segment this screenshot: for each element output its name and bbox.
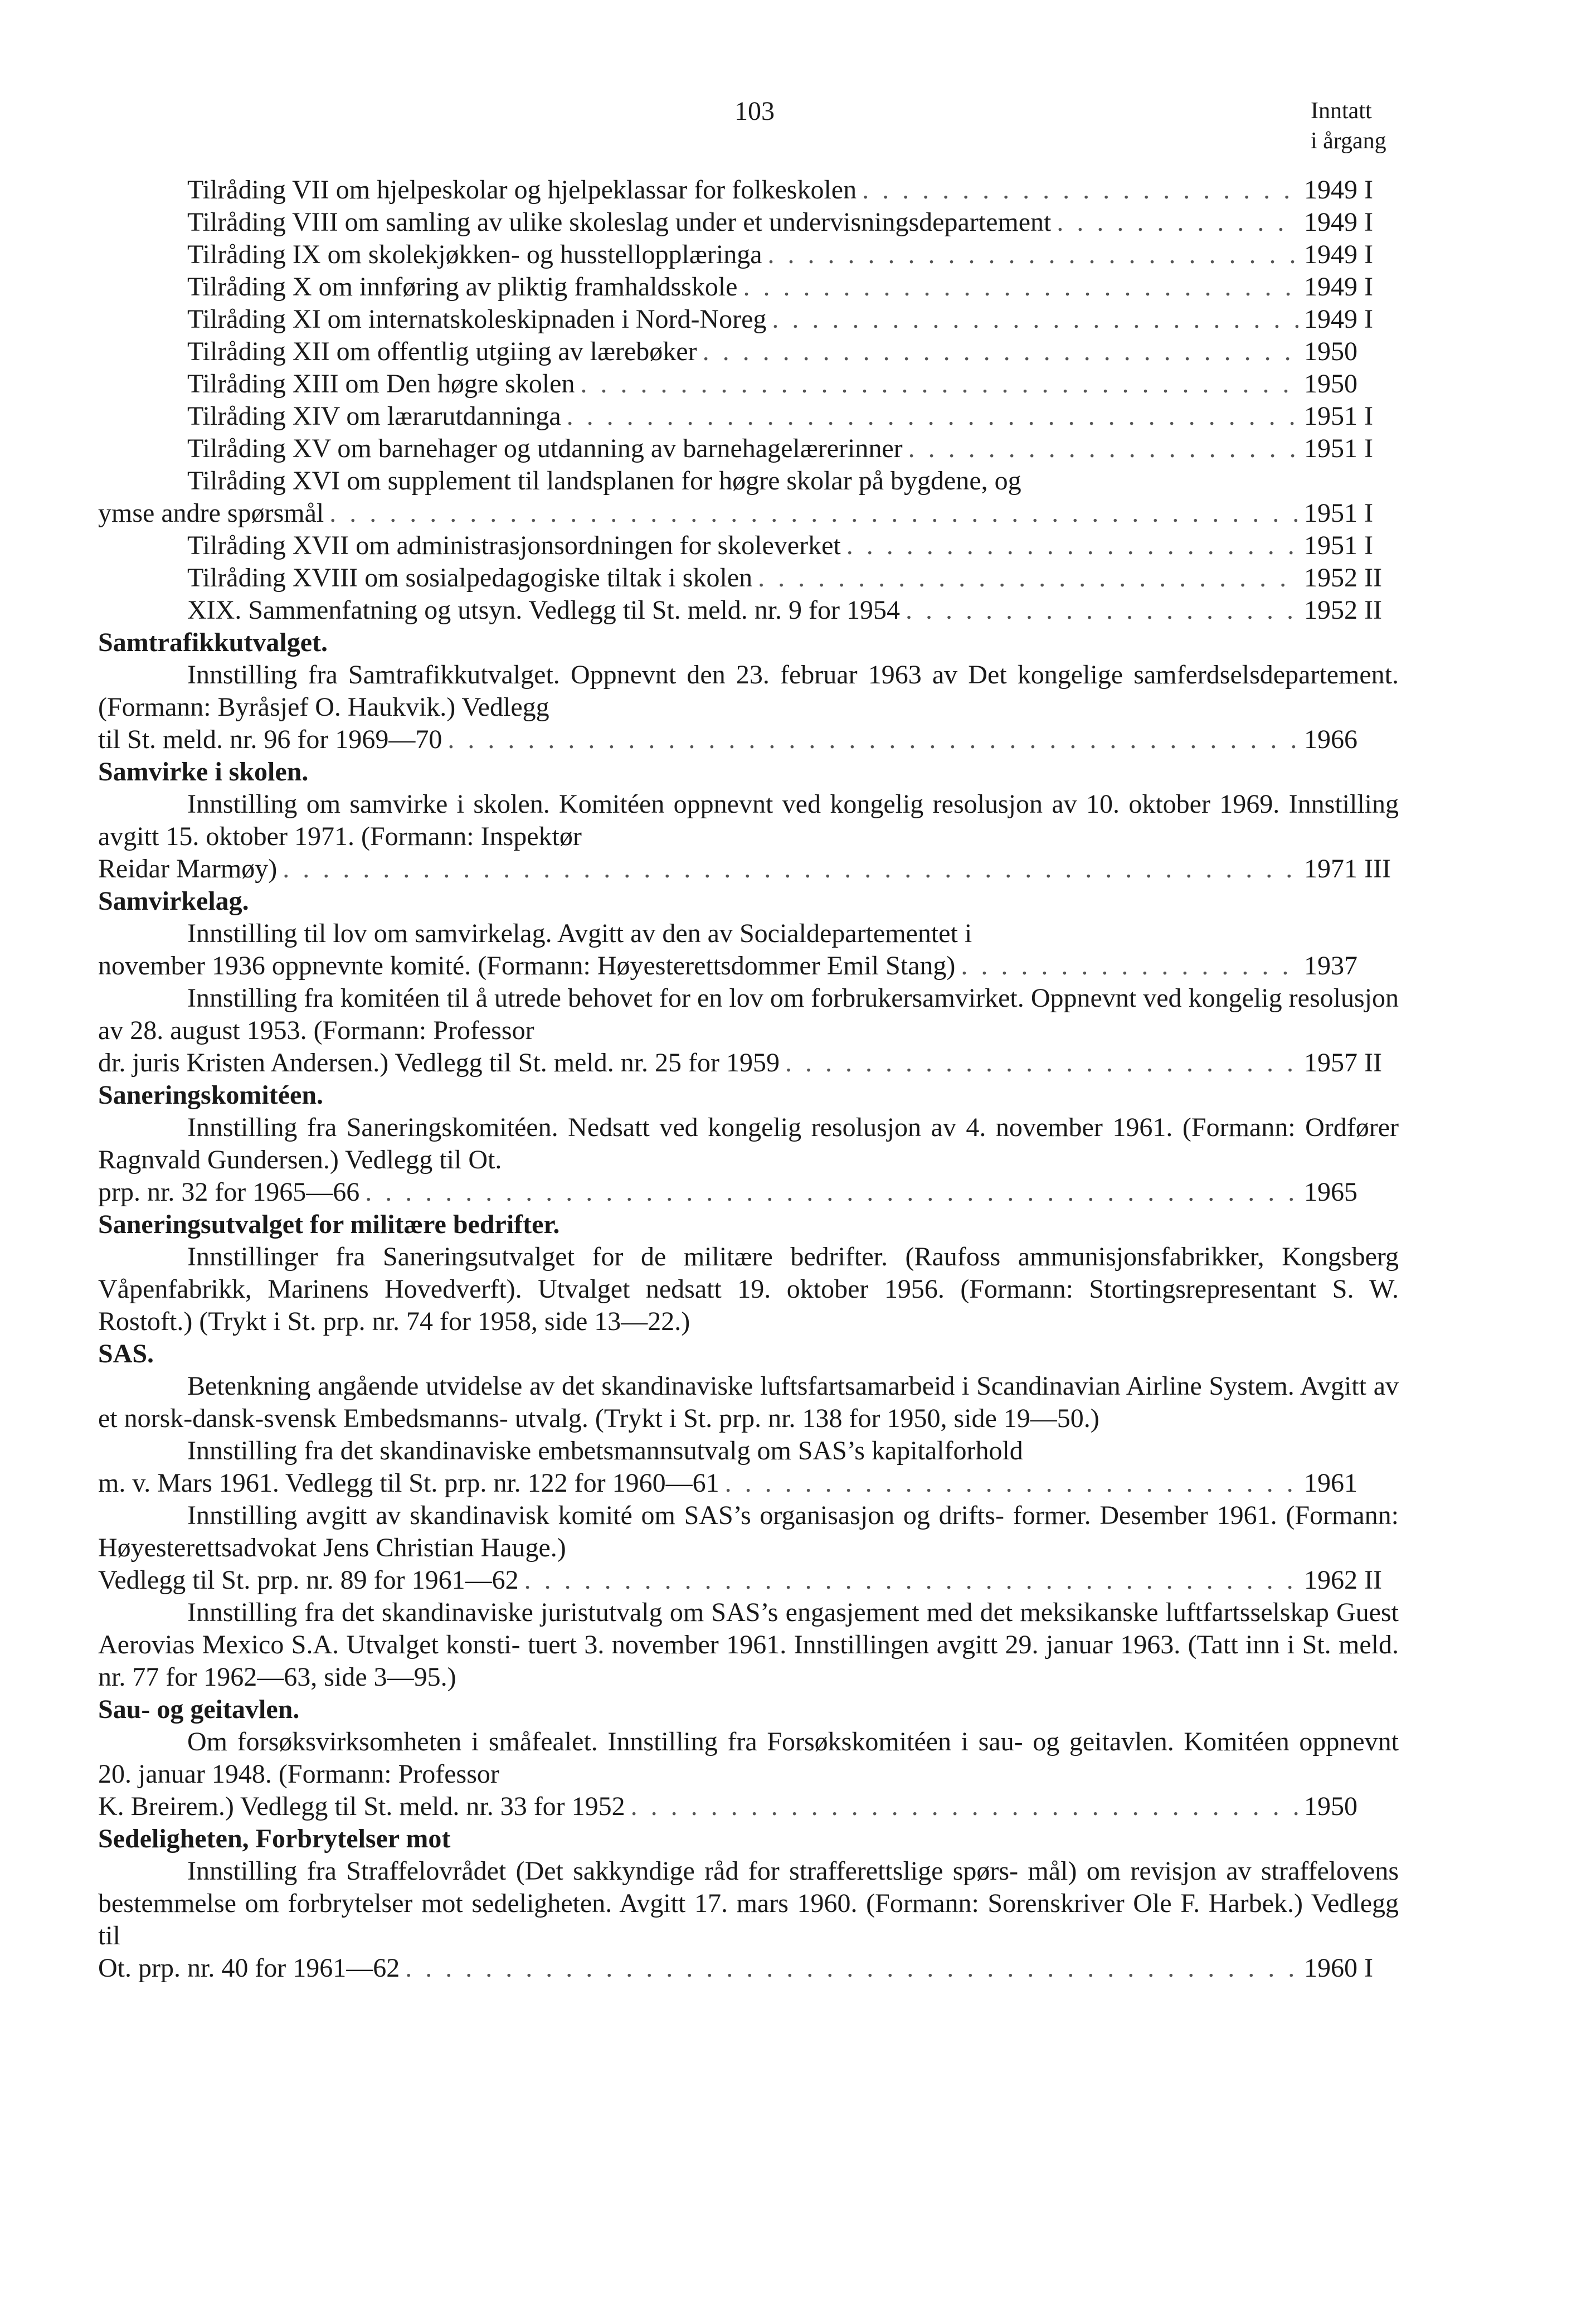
leader-dots: [785, 1047, 1298, 1079]
entry-year: 1951 I: [1304, 401, 1373, 431]
entry-text: Tilråding VIII om samling av ulike skoleslag under et undervisningsdepartement: [187, 207, 1052, 237]
section-heading: Samtrafikkutvalget.: [98, 628, 328, 657]
entry-line: [98, 724, 1399, 756]
entry-text: Tilråding IX om skolekjøkken- og husstellopplæringa: [187, 240, 762, 269]
entry-body: Innstilling om samvirke i skolen. Komitéen oppnevnt ved kongelig resolusjon av 10. oktober 1969. Innstilling avgitt 15. oktober 1971. (Formann: Inspektør: [98, 789, 1399, 851]
entry-body: Innstilling fra Saneringskomitéen. Nedsatt ved kongelig resolusjon av 4. november 1961. (Formann: Ordfører Ragnvald Gundersen.) Vedlegg til Ot.: [98, 1113, 1399, 1175]
entry-body: Betenkning angående utvidelse av det skandinaviske luftsfartsamarbeid i Scandinavian Airline System. Avgitt av et norsk-dansk-svensk Embedsmanns- utvalg. (Trykt i St. prp. nr. 138 for 1950, side 19—50.): [98, 1371, 1399, 1433]
leader-dots: [743, 271, 1298, 303]
entry-year: 1961: [1304, 1468, 1357, 1498]
entry-line: [98, 1176, 1399, 1209]
entry-body: Om forsøksvirksomheten i småfealet. Innstilling fra Forsøkskomitéen i sau- og geitavlen. Komitéen oppnevnt 20. januar 1948. (Formann: Professor: [98, 1727, 1399, 1789]
entry-text: Reidar Marmøy): [98, 854, 278, 884]
leader-dots: [524, 1564, 1298, 1596]
leader-dots: [768, 239, 1298, 271]
entry-year: 1960 I: [1304, 1953, 1373, 1983]
leader-dots: [580, 368, 1298, 400]
entry-year: 1971 III: [1304, 854, 1391, 884]
entry-text: Tilråding X om innføring av pliktig framhaldsskole: [187, 272, 738, 302]
leader-dots: [447, 724, 1298, 756]
entry-text: ymse andre spørsmål: [98, 498, 324, 528]
entry-text: Ot. prp. nr. 40 for 1961—62: [98, 1953, 400, 1983]
entry-year: 1950: [1304, 1792, 1357, 1821]
leader-dots: [703, 336, 1298, 368]
entry-line: [98, 271, 1399, 303]
entry-body: Innstilling fra komitéen til å utrede behovet for en lov om forbrukersamvirket. Oppnevnt ved kongelig resolusjon av 28. august 1953. (Formann: Professor: [98, 983, 1399, 1045]
entry-text: november 1936 oppnevnte komité. (Formann: Høyesterettsdommer Emil Stang): [98, 951, 956, 981]
entry-line: [98, 1790, 1399, 1823]
entry-line: [98, 1467, 1399, 1499]
entry-year: 1949 I: [1304, 240, 1373, 269]
leader-dots: [725, 1467, 1298, 1499]
entry-body: Innstilling fra det skandinaviske juristutvalg om SAS’s engasjement med det meksikanske luftfartsselskap Guest Aerovias Mexico S.A. Utvalget konsti- tuert 3. november 1961. Innstillingen avgitt 29. januar 1963. (Tatt inn i St. meld. nr. 77 for 1962—63, side 3—95.): [98, 1598, 1399, 1692]
entry-line: [98, 1047, 1399, 1079]
entry-year: 1952 II: [1304, 595, 1382, 625]
entry-text: Tilråding XIV om lærarutdanninga: [187, 401, 561, 431]
entry-text: Tilråding XI om internatskoleskipnaden i Nord-Noreg: [187, 304, 767, 334]
entry-line: [98, 594, 1399, 627]
entry-line: [98, 368, 1399, 400]
entry-text: Tilråding VII om hjelpeskolar og hjelpeklassar for folkeskolen: [187, 175, 857, 205]
entry-line: [98, 1564, 1399, 1596]
entry-line: [98, 303, 1399, 336]
leader-dots: [405, 1952, 1298, 1984]
column-header: Inntatt i årgang: [1311, 98, 1386, 154]
entry-year: 1949 I: [1304, 304, 1373, 334]
entry-text: m. v. Mars 1961. Vedlegg til St. prp. nr. 122 for 1960—61: [98, 1468, 719, 1498]
entry-year: 1952 II: [1304, 563, 1382, 593]
entry-year: 1950: [1304, 369, 1357, 399]
entry-line: [98, 174, 1399, 206]
entry-text: Vedlegg til St. prp. nr. 89 for 1961—62: [98, 1565, 519, 1595]
entry-text: Tilråding XVIII om sosialpedagogiske tiltak i skolen: [187, 563, 753, 593]
section-heading: Saneringsutvalget for militære bedrifter.: [98, 1210, 560, 1239]
section-heading: Saneringskomitéen.: [98, 1080, 324, 1110]
entry-line: [98, 336, 1399, 368]
section-heading: Samvirkelag.: [98, 886, 249, 916]
entry-text: til St. meld. nr. 96 for 1969—70: [98, 725, 442, 754]
entry-year: 1951 I: [1304, 498, 1373, 528]
leader-dots: [283, 853, 1298, 885]
entry-line: [98, 206, 1399, 239]
leader-dots: [758, 562, 1298, 594]
leader-dots: [908, 433, 1298, 465]
entry-year: 1965: [1304, 1177, 1357, 1207]
leader-dots: [846, 530, 1298, 562]
leader-dots: [772, 303, 1298, 336]
entry-year: 1966: [1304, 725, 1357, 754]
entry-body: Innstillinger fra Saneringsutvalget for de militære bedrifter. (Raufoss ammunisjonsfabrikker, Kongsberg Våpenfabrikk, Marinens Hovedverft). Utvalget nedsatt 19. oktober 1956. (Formann: Stortingsrepresentant S. W. Rostoft.) (Trykt i St. prp. nr. 74 for 1958, side 13—22.): [98, 1242, 1399, 1336]
entry-text: dr. juris Kristen Andersen.) Vedlegg til St. meld. nr. 25 for 1959: [98, 1048, 780, 1078]
leader-dots: [906, 594, 1298, 627]
entry-year: 1949 I: [1304, 175, 1373, 205]
entry-line-first: Tilråding XVI om supplement til landsplanen for høgre skolar på bygdene, og: [187, 466, 1021, 496]
section-heading: Sedeligheten, Forbrytelser mot: [98, 1824, 451, 1853]
entry-year: 1950: [1304, 337, 1357, 366]
entry-year: 1949 I: [1304, 272, 1373, 302]
page-number: 103: [734, 96, 775, 126]
leader-dots: [862, 174, 1298, 206]
entry-line: [98, 400, 1399, 433]
entry-line: [98, 950, 1399, 982]
entry-body: Innstilling fra Samtrafikkutvalget. Oppnevnt den 23. februar 1963 av Det kongelige samferdselsdepartement. (Formann: Byråsjef O. Haukvik.) Vedlegg: [98, 660, 1399, 722]
entry-text: Tilråding XV om barnehager og utdanning av barnehagelærerinner: [187, 434, 903, 463]
entry-body: Innstilling fra det skandinaviske embetsmannsutvalg om SAS’s kapitalforhold: [187, 1436, 1023, 1465]
entry-line: [98, 853, 1399, 885]
entry-text: Tilråding XII om offentlig utgiing av lærebøker: [187, 337, 697, 366]
entry-body: Innstilling avgitt av skandinavisk komité om SAS’s organisasjon og drifts- former. Desember 1961. (Formann: Høyesterettsadvokat Jens Christian Hauge.): [98, 1501, 1399, 1562]
entry-year: 1957 II: [1304, 1048, 1382, 1078]
leader-dots: [365, 1176, 1298, 1209]
entry-year: 1962 II: [1304, 1565, 1382, 1595]
section-heading: Samvirke i skolen.: [98, 757, 309, 787]
entry-line: [98, 530, 1399, 562]
leader-dots: [631, 1790, 1298, 1823]
section-heading: Sau- og geitavlen.: [98, 1695, 300, 1724]
entry-line: [98, 239, 1399, 271]
entry-body: Innstilling til lov om samvirkelag. Avgitt av den av Socialdepartementet i: [187, 919, 972, 948]
entry-year: 1949 I: [1304, 207, 1373, 237]
entry-text: XIX. Sammenfatning og utsyn. Vedlegg til St. meld. nr. 9 for 1954: [187, 595, 901, 625]
entry-year: 1937: [1304, 951, 1357, 981]
leader-dots: [1057, 206, 1298, 239]
entry-line: [98, 1952, 1399, 1984]
leader-dots: [567, 400, 1298, 433]
leader-dots: [961, 950, 1298, 982]
leader-dots: [329, 497, 1298, 530]
section-heading: SAS.: [98, 1339, 154, 1368]
entry-text: Tilråding XIII om Den høgre skolen: [187, 369, 575, 399]
entry-text: K. Breirem.) Vedlegg til St. meld. nr. 33 for 1952: [98, 1792, 625, 1821]
entry-line: [98, 433, 1399, 465]
entry-body: Innstilling fra Straffelovrådet (Det sakkyndige råd for strafferettslige spørs- mål) om revisjon av straffelovens bestemmelse om forbrytelser mot sedeligheten. Avgitt 17. mars 1960. (Formann: Sorenskriver Ole F. Harbek.) Vedlegg til: [98, 1856, 1399, 1950]
index-content: [98, 174, 1399, 1984]
entry-year: 1951 I: [1304, 434, 1373, 463]
entry-text: prp. nr. 32 for 1965—66: [98, 1177, 360, 1207]
entry-year: 1951 I: [1304, 531, 1373, 560]
entry-line: [98, 562, 1399, 594]
entry-text: Tilråding XVII om administrasjonsordningen for skoleverket: [187, 531, 841, 560]
entry-line: [98, 497, 1399, 530]
